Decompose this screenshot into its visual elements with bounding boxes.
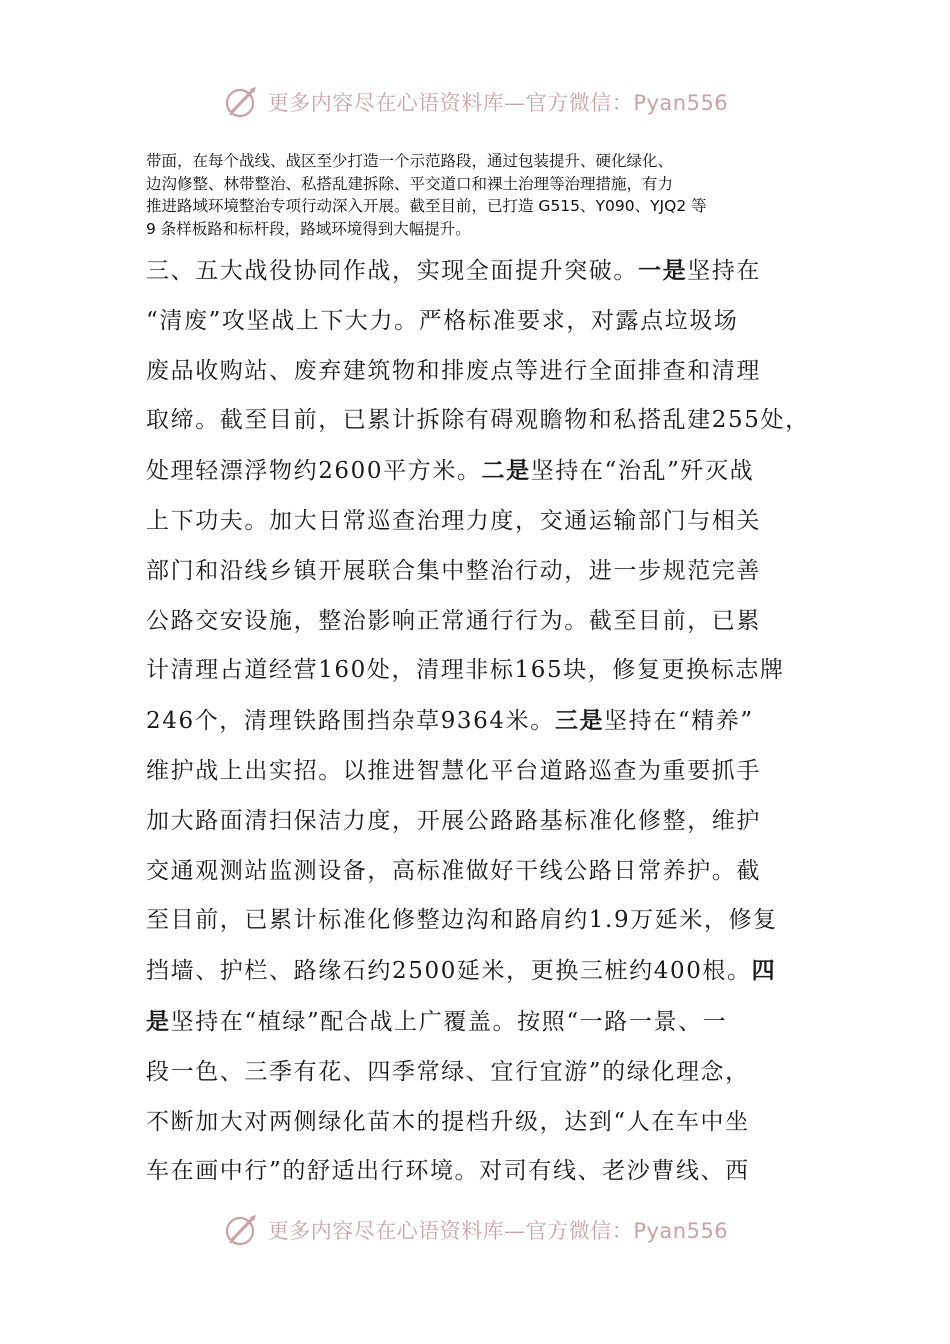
small-paragraph-line: 推进路域环境整治专项行动深入开展。截至目前，已打造 G515、Y090、YJQ2 等	[146, 197, 707, 215]
text-segment: 上下功夫。加大日常巡查治理力度，交通运输部门与相关	[146, 507, 761, 534]
main-paragraph-line	[146, 946, 826, 997]
watermark-text: 更多内容尽在心语资料库—官方微信：Pyan556	[267, 1219, 729, 1243]
text-segment: 坚持在“治乱”歼灭战	[530, 458, 755, 485]
main-paragraph-line	[146, 497, 826, 547]
pen-logo-icon	[222, 1213, 260, 1247]
text-segment: 公路交安设施，整治影响正常通行行为。截至目前，已累	[146, 607, 761, 634]
main-paragraph-line	[146, 997, 826, 1048]
text-segment: 交通观测站监测设备，高标准做好干线公路日常养护。截	[146, 857, 761, 884]
watermark-wechat-id: Pyan556	[633, 1219, 729, 1243]
bold-text-segment: 四	[751, 957, 777, 985]
main-paragraph-line	[146, 1147, 826, 1197]
bold-text-segment: 是	[146, 1007, 171, 1035]
text-segment: 处理轻漂浮物约2600平方米。	[146, 458, 482, 485]
small-paragraph-line: 9 条样板路和标杆段，路域环境得到大幅提升。	[146, 219, 471, 238]
text-segment: 计清理占道经营160处，清理非标165块，修复更换标志牌	[146, 657, 785, 684]
small-paragraph	[146, 150, 826, 240]
text-segment: 挡墙、护栏、路缘石约2500延米，更换三桩约400根。	[146, 958, 752, 985]
watermark-footer	[0, 1210, 950, 1250]
pen-logo-icon	[222, 85, 260, 119]
bold-text-segment: 一是	[638, 257, 688, 284]
text-segment: “清废”攻坚战上下大力。严格标准要求，对露点垃圾场	[146, 307, 739, 334]
main-paragraph-line	[146, 797, 826, 847]
small-paragraph-line: 边沟修整、林带整治、私搭乱建拆除、平交道口和裸土治理等治理措施，有力	[146, 174, 674, 193]
main-paragraph-line	[146, 597, 826, 647]
text-segment: 取缔。截至目前，已累计拆除有碍观瞻物和私搭乱建255处，	[146, 407, 810, 434]
watermark-text: 更多内容尽在心语资料库—官方微信：Pyan556	[267, 91, 729, 115]
main-paragraph-line	[146, 896, 826, 946]
main-paragraph-line	[146, 297, 826, 347]
text-segment: 段一色、三季有花、四季常绿、宜行宜游”的绿化理念，	[146, 1058, 750, 1085]
text-segment: 维护战上出实招。以推进智慧化平台道路巡查为重要抓手	[146, 757, 761, 784]
watermark-header	[0, 82, 950, 122]
main-paragraph-line	[146, 547, 826, 597]
main-paragraph-line	[146, 1048, 826, 1098]
text-segment: 246个，清理铁路围挡杂草9364米。	[146, 708, 555, 735]
bold-text-segment: 二是	[481, 457, 531, 485]
main-paragraph-line	[146, 446, 826, 497]
text-segment: 加大路面清扫保洁力度，开展公路路基标准化修整，维护	[146, 807, 761, 834]
main-paragraph-line	[146, 847, 826, 897]
text-segment: 三、五大战役协同作战，实现全面提升突破。	[146, 258, 638, 284]
main-paragraph	[146, 246, 826, 1197]
text-segment: 至目前，已累计标准化修整边沟和路肩约1.9万延米，修复	[146, 907, 778, 934]
text-segment: 废品收购站、废弃建筑物和排废点等进行全面排查和清理	[146, 357, 761, 384]
main-paragraph-line	[146, 246, 826, 297]
main-paragraph-line	[146, 347, 826, 397]
main-paragraph-line	[146, 396, 826, 446]
text-segment: 坚持在	[687, 258, 762, 284]
main-paragraph-line	[146, 646, 826, 696]
small-paragraph-line: 带面，在每个战线、战区至少打造一个示范路段，通过包装提升、硬化绿化、	[146, 152, 674, 170]
text-segment: 坚持在“植绿”配合战上广覆盖。按照“一路一景、一	[170, 1008, 728, 1035]
main-paragraph-line	[146, 747, 826, 797]
text-segment: 车在画中行”的舒适出行环境。对司有线、老沙曹线、西	[146, 1158, 750, 1185]
main-paragraph-line	[146, 696, 826, 747]
main-paragraph-line	[146, 1098, 826, 1148]
watermark-wechat-id: Pyan556	[633, 91, 729, 115]
text-segment: 部门和沿线乡镇开展联合集中整治行动，进一步规范完善	[146, 557, 761, 584]
text-segment: 坚持在“精养”	[604, 708, 754, 735]
text-segment: 不断加大对两侧绿化苗木的提档升级，达到“人在车中坐	[146, 1108, 750, 1135]
bold-text-segment: 三是	[554, 707, 605, 735]
